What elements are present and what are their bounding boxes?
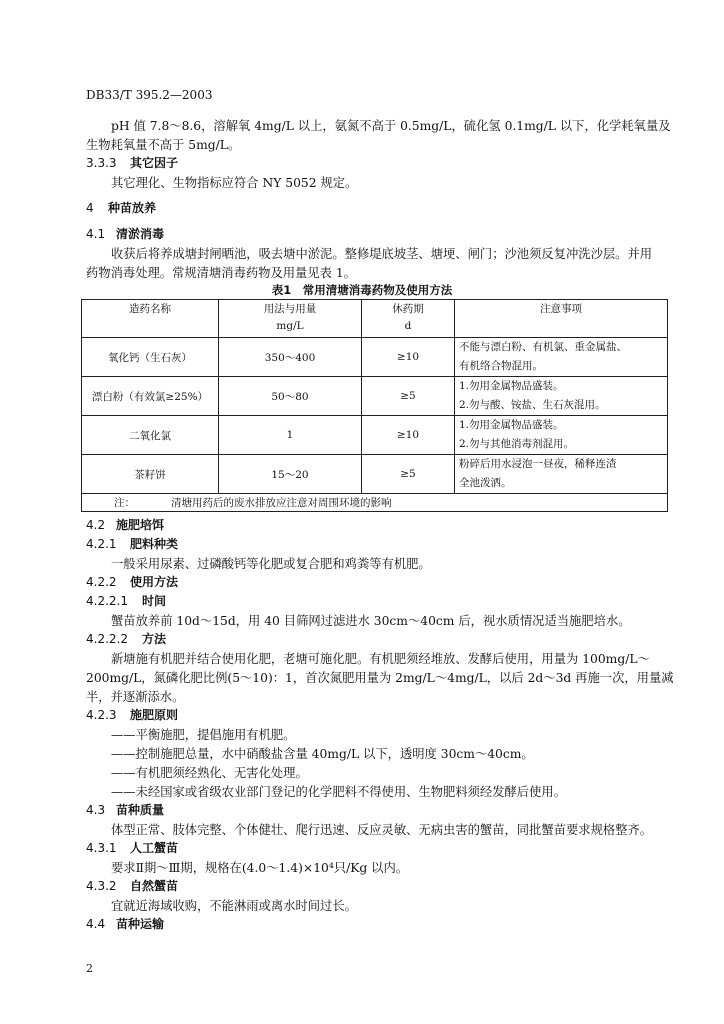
table-caption: 表1 常用清塘消毒药物及使用方法: [271, 283, 453, 297]
header-cell-notes: 注意事项: [455, 300, 668, 338]
paragraph-line: 半，并逐渐添水。: [86, 690, 185, 704]
paragraph-line: 200mg/L，氮磷化肥比例(5～10)：1，首次氮肥用量为 2mg/L～4mg/L，以后 2d～3d 再施一次，用量减: [86, 671, 674, 685]
section-number: 4.2: [86, 518, 106, 532]
section-heading-3-3-3: [86, 154, 178, 171]
section-heading-4-2-1: [86, 535, 178, 552]
paragraph-line: 体型正常、肢体完整、个体健壮、爬行迅速、反应灵敏、无病虫害的蟹苗，同批蟹苗要求规格整齐。: [111, 823, 653, 837]
section-heading-4-2: [86, 516, 164, 533]
section-number: 4.3.1: [86, 841, 117, 855]
paragraph-line: pH 值 7.8～8.6，溶解氧 4mg/L 以上，氨氮不高于 0.5mg/L，硫化氢 0.1mg/L 以下，化学耗氧量及: [111, 119, 671, 133]
list-item: ——有机肥须经熟化、无害化处理。: [111, 766, 308, 780]
section-title: 苗种质量: [116, 803, 165, 817]
section-heading-4-3-2: [86, 877, 178, 894]
table-row: [82, 455, 668, 494]
section-title: 时间: [142, 594, 167, 608]
paragraph-line: 蟹苗放养前 10d～15d，用 40 目筛网过滤进水 30cm～40cm 后，视水质情况适当施肥培水。: [111, 614, 631, 628]
section-heading-4-2-2: [86, 573, 178, 590]
section-title: 施肥培饵: [116, 518, 165, 532]
table-row: [82, 338, 668, 377]
section-number: 4.2.1: [86, 537, 117, 551]
section-title: 苗种运输: [116, 917, 165, 931]
header-cell-name: 造药名称: [82, 300, 219, 338]
section-number: 4.2.3: [86, 708, 117, 722]
section-title: 肥料种类: [130, 537, 179, 551]
paragraph-line: 药物消毒处理。常规清塘消毒药物及用量见表 1。: [86, 266, 356, 280]
cell-name: 二氧化氯: [82, 416, 219, 455]
section-heading-4: [86, 199, 156, 216]
header-cell-period: 休药期 d: [362, 300, 455, 338]
cell-note: 粉碎后用水浸泡一昼夜，稀释连渣 全池泼洒。: [455, 455, 668, 494]
footnote-label: 注：: [114, 497, 135, 509]
paragraph-line: 要求Ⅱ期～Ⅲ期，规格在(4.0～1.4)×10⁴只/Kg 以内。: [111, 861, 409, 875]
section-heading-4-2-2-1: [86, 592, 166, 609]
cell-dose: 1: [219, 416, 362, 455]
table-row: [82, 377, 668, 416]
section-number: 4.3: [86, 803, 106, 817]
section-number: 4: [86, 201, 94, 215]
table-footnote: [82, 494, 668, 512]
table-header-row: [82, 300, 668, 338]
section-title: 使用方法: [130, 575, 179, 589]
section-title: 清淤消毒: [116, 227, 165, 241]
section-title: 人工蟹苗: [130, 841, 179, 855]
section-heading-4-3-1: [86, 839, 178, 856]
cell-note: 不能与漂白粉、有机氯、重金属盐、 有机络合物混用。: [455, 338, 668, 377]
table-footnote-row: [82, 494, 668, 512]
section-heading-4-1: [86, 225, 164, 242]
cell-name: 氧化钙（生石灰）: [82, 338, 219, 377]
cell-dose: 350～400: [219, 338, 362, 377]
disinfectant-table: [81, 299, 668, 512]
section-number: 4.2.2.2: [86, 632, 128, 646]
section-number: 4.2.2: [86, 575, 117, 589]
footnote-text: 清塘用药后的废水排放应注意对周围环境的影响: [171, 497, 392, 509]
list-item: ——未经国家或省级农业部门登记的化学肥料不得使用、生物肥料须经发酵后使用。: [111, 785, 566, 799]
paragraph-line: 宜就近海域收购，不能淋雨或离水时间过长。: [111, 899, 357, 913]
page-number: 2: [86, 962, 93, 975]
section-title: 方法: [142, 632, 167, 646]
cell-period: ≥5: [362, 455, 455, 494]
cell-period: ≥5: [362, 377, 455, 416]
cell-dose: 15～20: [219, 455, 362, 494]
section-title: 施肥原则: [130, 708, 179, 722]
paragraph-line: 收获后将养成塘封闸晒池，吸去塘中淤泥。整修堤底坡茎、塘埂、闸门；沙池须反复冲洗沙层。并用: [111, 247, 653, 261]
section-number: 4.1: [86, 227, 106, 241]
section-heading-4-2-3: [86, 706, 178, 723]
section-number: 3.3.3: [86, 156, 117, 170]
cell-name: 茶籽饼: [82, 455, 219, 494]
section-heading-4-3: [86, 801, 164, 818]
section-heading-4-4: [86, 915, 164, 932]
cell-period: ≥10: [362, 416, 455, 455]
cell-period: ≥10: [362, 338, 455, 377]
paragraph-line: 新塘施有机肥并结合使用化肥，老塘可施化肥。有机肥须经堆放、发酵后使用，用量为 100mg/L～: [111, 652, 650, 666]
paragraph-line: 一般采用尿素、过磷酸钙等化肥或复合肥和鸡粪等有机肥。: [111, 557, 431, 571]
cell-note: 1.勿用金属物品盛装。 2.勿与酸、铵盐、生石灰混用。: [455, 377, 668, 416]
paragraph-line: 生物耗氧量不高于 5mg/L。: [86, 138, 241, 152]
header-cell-dose: 用法与用量 mg/L: [219, 300, 362, 338]
section-title: 其它因子: [130, 156, 179, 170]
list-item: ——平衡施肥，提倡施用有机肥。: [111, 728, 296, 742]
section-number: 4.2.2.1: [86, 594, 128, 608]
section-heading-4-2-2-2: [86, 630, 166, 647]
list-item: ——控制施肥总量，水中硝酸盐含量 40mg/L 以下，透明度 30cm～40cm。: [111, 747, 534, 761]
cell-name: 漂白粉（有效氯≥25%）: [82, 377, 219, 416]
section-number: 4.4: [86, 917, 106, 931]
table-row: [82, 416, 668, 455]
cell-note: 1.勿用金属物品盛装。 2.勿与其他消毒剂混用。: [455, 416, 668, 455]
section-title: 自然蟹苗: [130, 879, 179, 893]
section-number: 4.3.2: [86, 879, 117, 893]
cell-dose: 50～80: [219, 377, 362, 416]
standard-number-header: DB33/T 395.2—2003: [86, 88, 213, 102]
paragraph-line: 其它理化、生物指标应符合 NY 5052 规定。: [111, 176, 358, 190]
section-title: 种苗放养: [108, 201, 157, 215]
